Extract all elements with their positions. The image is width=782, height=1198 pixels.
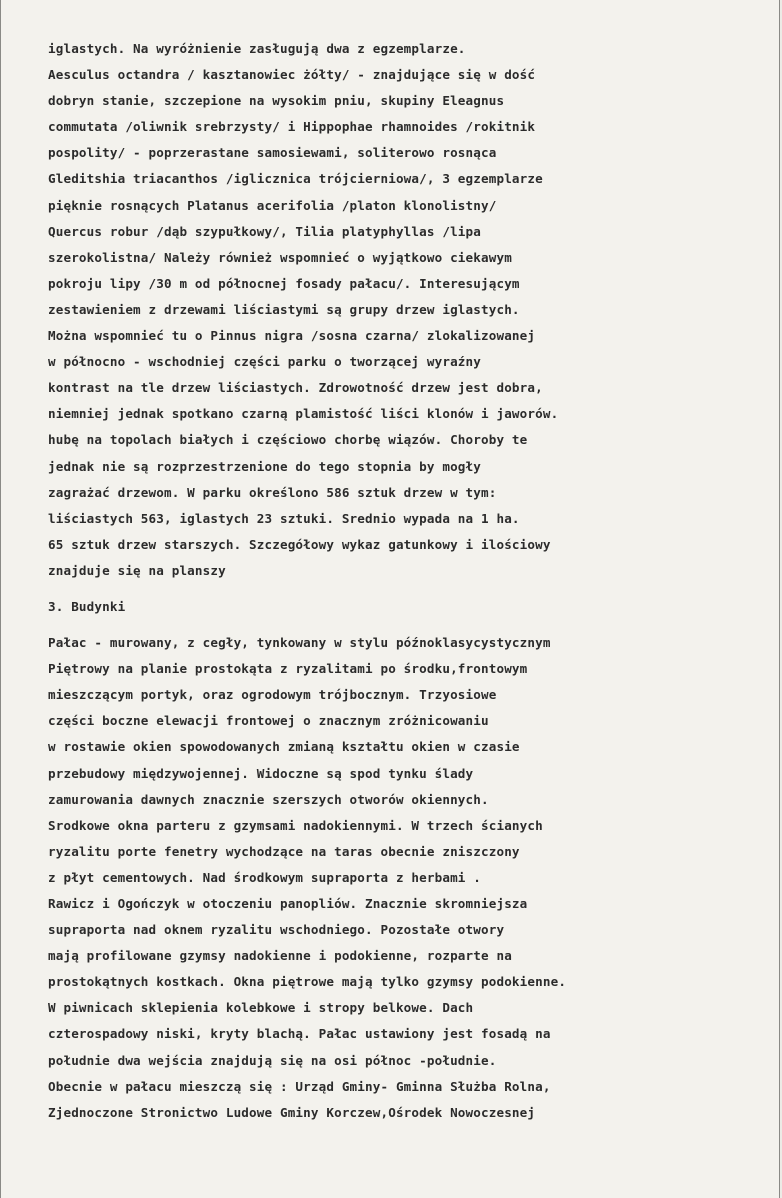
text-line: ryzalitu porte fenetry wychodzące na taras obecnie zniszczony	[48, 843, 520, 859]
text-line: Można wspomnieć tu o Pinnus nigra /sosna czarna/ zlokalizowanej	[48, 328, 536, 344]
text-line: liściastych 563, iglastych 23 sztuki. Srednio wypada na 1 ha.	[48, 510, 520, 526]
section-heading: 3. Budynki	[48, 598, 126, 614]
text-line: Aesculus octandra / kasztanowiec żółty/ - znajdujące się w dość	[48, 67, 536, 83]
paragraph-spacer	[48, 584, 768, 594]
text-line: Srodkowe okna parteru z gzymsami nadokiennymi. W trzech ścianych	[48, 817, 543, 833]
text-line: jednak nie są rozprzestrzenione do tego stopnia by mogły	[48, 458, 481, 474]
text-line: w północno - wschodniej części parku o tworzącej wyraźny	[48, 354, 481, 370]
text-line: Piętrowy na planie prostokąta z ryzalitami po środku,frontowym	[48, 661, 528, 677]
text-line: prostokątnych kostkach. Okna piętrowe mają tylko gzymsy podokienne.	[48, 974, 567, 990]
text-line: supraporta nad oknem ryzalitu wschodniego. Pozostałe otwory	[48, 922, 505, 938]
text-line: W piwnicach sklepienia kolebkowe i stropy belkowe. Dach	[48, 1000, 474, 1016]
text-line: zamurowania dawnych znacznie szerszych otworów okiennych.	[48, 791, 489, 807]
text-line: mają profilowane gzymsy nadokienne i podokienne, rozparte na	[48, 948, 512, 964]
text-line: 65 sztuk drzew starszych. Szczegółowy wykaz gatunkowy i ilościowy	[48, 536, 551, 552]
text-line: iglastych. Na wyróżnienie zasługują dwa z egzemplarze.	[48, 41, 466, 56]
text-line: Rawicz i Ogończyk w otoczeniu panopliów. Znacznie skromniejsza	[48, 896, 528, 911]
paragraph-palace	[48, 630, 768, 1126]
text-line: Zjednoczone Stronictwo Ludowe Gminy Korczew,Ośrodek Nowoczesnej	[48, 1104, 536, 1120]
text-line: części boczne elewacji frontowej o znacznym zróżnicowaniu	[48, 713, 489, 729]
text-line: znajduje się na planszy	[48, 562, 226, 578]
text-line: w rostawie okien spowodowanych zmianą kształtu okien w czasie	[48, 739, 520, 755]
text-line: Quercus robur /dąb szypułkowy/, Tilia platyphyllas /lipa	[48, 223, 481, 239]
text-line: kontrast na tle drzew liściastych. Zdrowotność drzew jest dobra,	[48, 380, 543, 396]
text-line: czterospadowy niski, kryty blachą. Pałac ustawiony jest fosadą na	[48, 1026, 551, 1042]
text-line: mieszczącym portyk, oraz ogrodowym trójbocznym. Trzyosiowe	[48, 687, 497, 703]
text-line: hubę na topolach białych i częściowo chorbę wiązów. Choroby te	[48, 432, 528, 448]
text-line: zestawieniem z drzewami liściastymi są grupy drzew iglastych.	[48, 301, 520, 317]
document-text	[48, 36, 768, 1126]
text-line: niemniej jednak spotkano czarną plamistość liści klonów i jaworów.	[48, 406, 559, 422]
paragraph-spacer	[48, 620, 768, 630]
text-line: zagrażać drzewom. W parku określono 586 sztuk drzew w tym:	[48, 484, 497, 500]
text-line: Pałac - murowany, z cegły, tynkowany w stylu późnoklasycystycznym	[48, 635, 551, 651]
text-line: dobryn stanie, szczepione na wysokim pniu, skupiny Eleagnus	[48, 93, 505, 109]
text-line: Obecnie w pałacu mieszczą się : Urząd Gminy- Gminna Służba Rolna,	[48, 1078, 551, 1094]
text-line: pięknie rosnących Platanus acerifolia /platon klonolistny/	[48, 197, 497, 213]
text-line: z płyt cementowych. Nad środkowym supraporta z herbami .	[48, 869, 481, 885]
text-line: pokroju lipy /30 m od północnej fosady pałacu/. Interesującym	[48, 275, 520, 291]
text-line: południe dwa wejścia znajdują się na osi północ -południe.	[48, 1052, 497, 1068]
text-line: szerokolistna/ Należy również wspomnieć o wyjątkowo ciekawym	[48, 249, 512, 265]
text-line: commutata /oliwnik srebrzysty/ i Hippophae rhamnoides /rokitnik	[48, 119, 536, 135]
text-line: Gleditshia triacanthos /iglicznica trójcierniowa/, 3 egzemplarze	[48, 171, 543, 187]
text-line: przebudowy międzywojennej. Widoczne są spod tynku ślady	[48, 765, 474, 781]
text-line: pospolity/ - poprzerastane samosiewami, soliterowo rosnąca	[48, 145, 497, 161]
paragraph-trees	[48, 36, 768, 584]
